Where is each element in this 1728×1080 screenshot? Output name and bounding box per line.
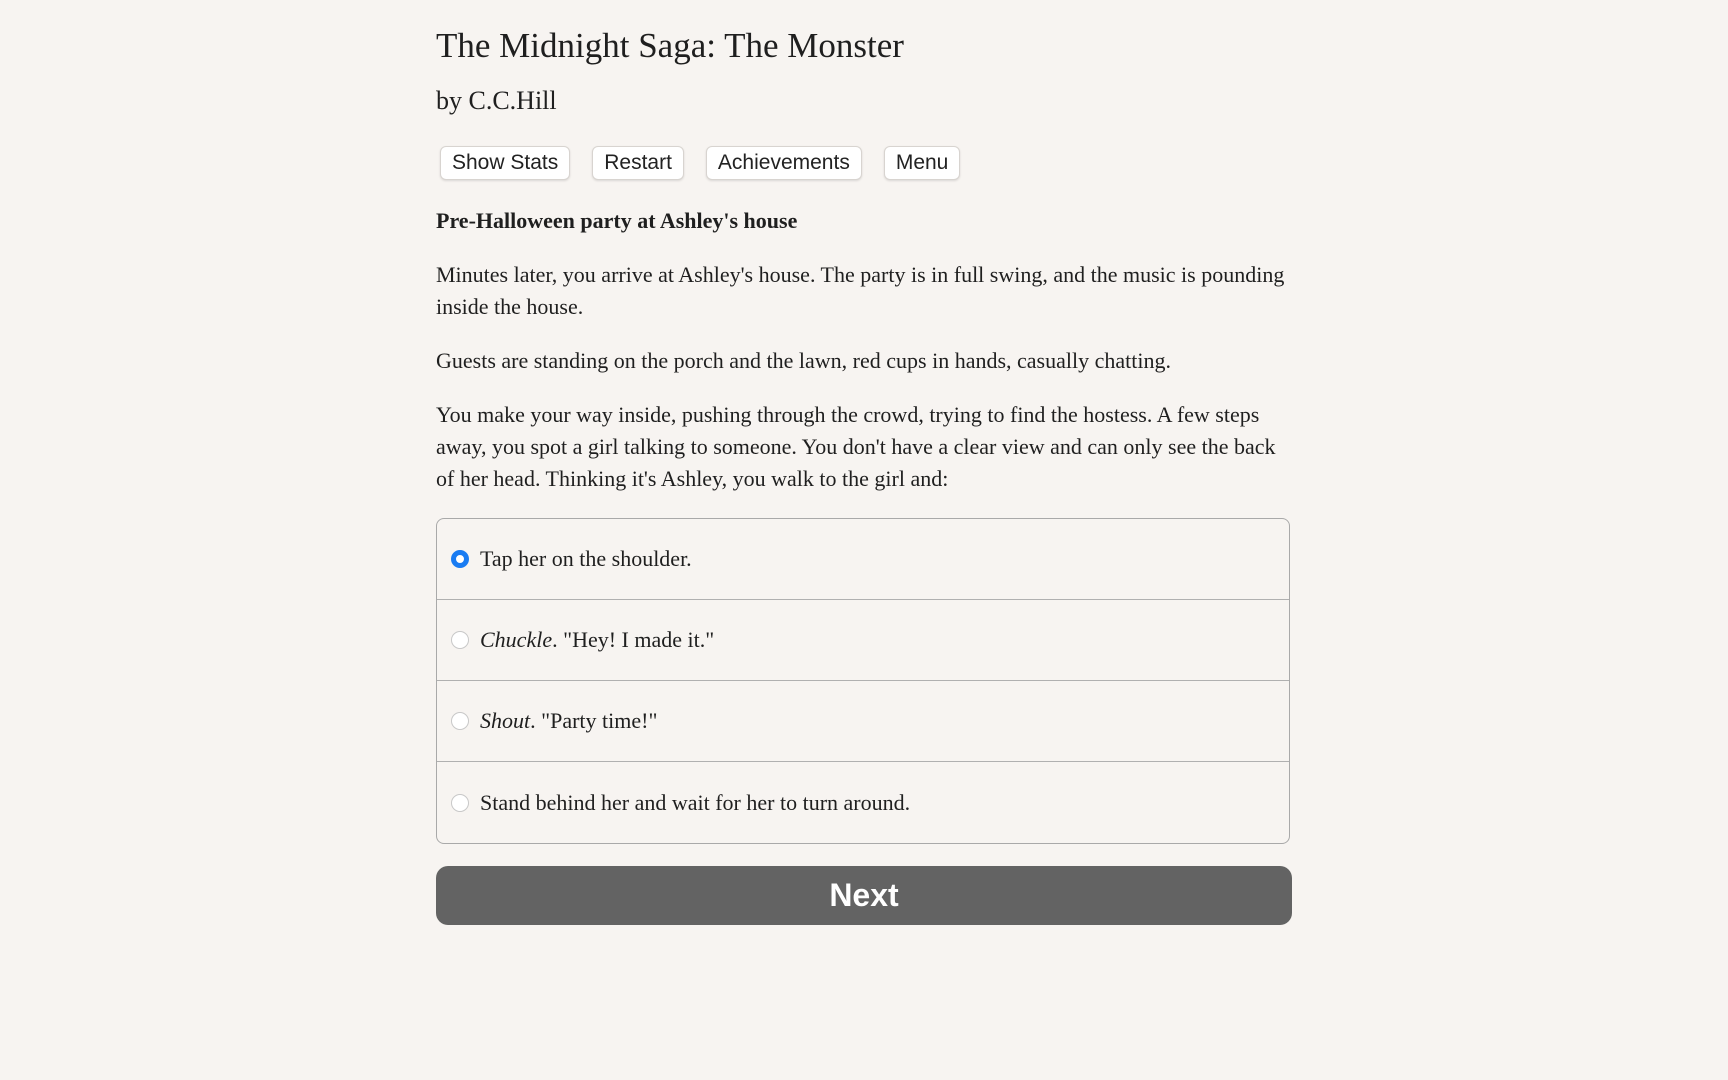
choice-label: [480, 708, 657, 734]
radio-icon[interactable]: [451, 631, 469, 649]
choice-text: Stand behind her and wait for her to turn around.: [480, 789, 911, 815]
game-title: The Midnight Saga: The Monster: [436, 26, 904, 65]
choice-text: . "Party time!": [530, 708, 658, 733]
choice-option[interactable]: [437, 600, 1289, 681]
choice-option[interactable]: [437, 681, 1289, 762]
choice-emphasis: Chuckle: [480, 627, 553, 652]
radio-icon[interactable]: [451, 794, 469, 812]
scene-title: Pre-Halloween party at Ashley's house: [436, 208, 798, 233]
achievements-button[interactable]: Achievements: [706, 146, 862, 180]
scene-paragraph: Guests are standing on the porch and the lawn, red cups in hands, casually chatting.: [436, 348, 1171, 373]
next-button[interactable]: Next: [436, 866, 1292, 925]
radio-icon[interactable]: [451, 712, 469, 730]
toolbar: [440, 146, 982, 180]
scene-paragraph: Minutes later, you arrive at Ashley's house. The party is in full swing, and the music is pounding inside the house.: [436, 262, 1285, 319]
choice-text: Tap her on the shoulder.: [480, 546, 692, 571]
scene-paragraph: You make your way inside, pushing through the crowd, trying to find the hostess. A few steps away, you spot a girl talking to someone. You don't have a clear view and can only see the back of her head. Thinking it's Ashley, you walk to the girl and:: [436, 402, 1276, 491]
scene-text: [436, 205, 1292, 517]
menu-button[interactable]: Menu: [884, 146, 961, 180]
show-stats-button[interactable]: Show Stats: [440, 146, 570, 180]
radio-selected-icon[interactable]: [451, 550, 469, 568]
choice-emphasis: Shout: [480, 708, 531, 733]
choice-label: [480, 627, 714, 653]
choice-label: [480, 790, 910, 816]
choice-text: . "Hey! I made it.": [552, 627, 715, 652]
restart-button[interactable]: Restart: [592, 146, 684, 180]
choice-option[interactable]: [437, 762, 1289, 843]
choice-list: [436, 518, 1290, 844]
choice-label: [480, 546, 692, 572]
choice-option[interactable]: [437, 519, 1289, 600]
author-byline: by C.C.Hill: [436, 86, 557, 115]
